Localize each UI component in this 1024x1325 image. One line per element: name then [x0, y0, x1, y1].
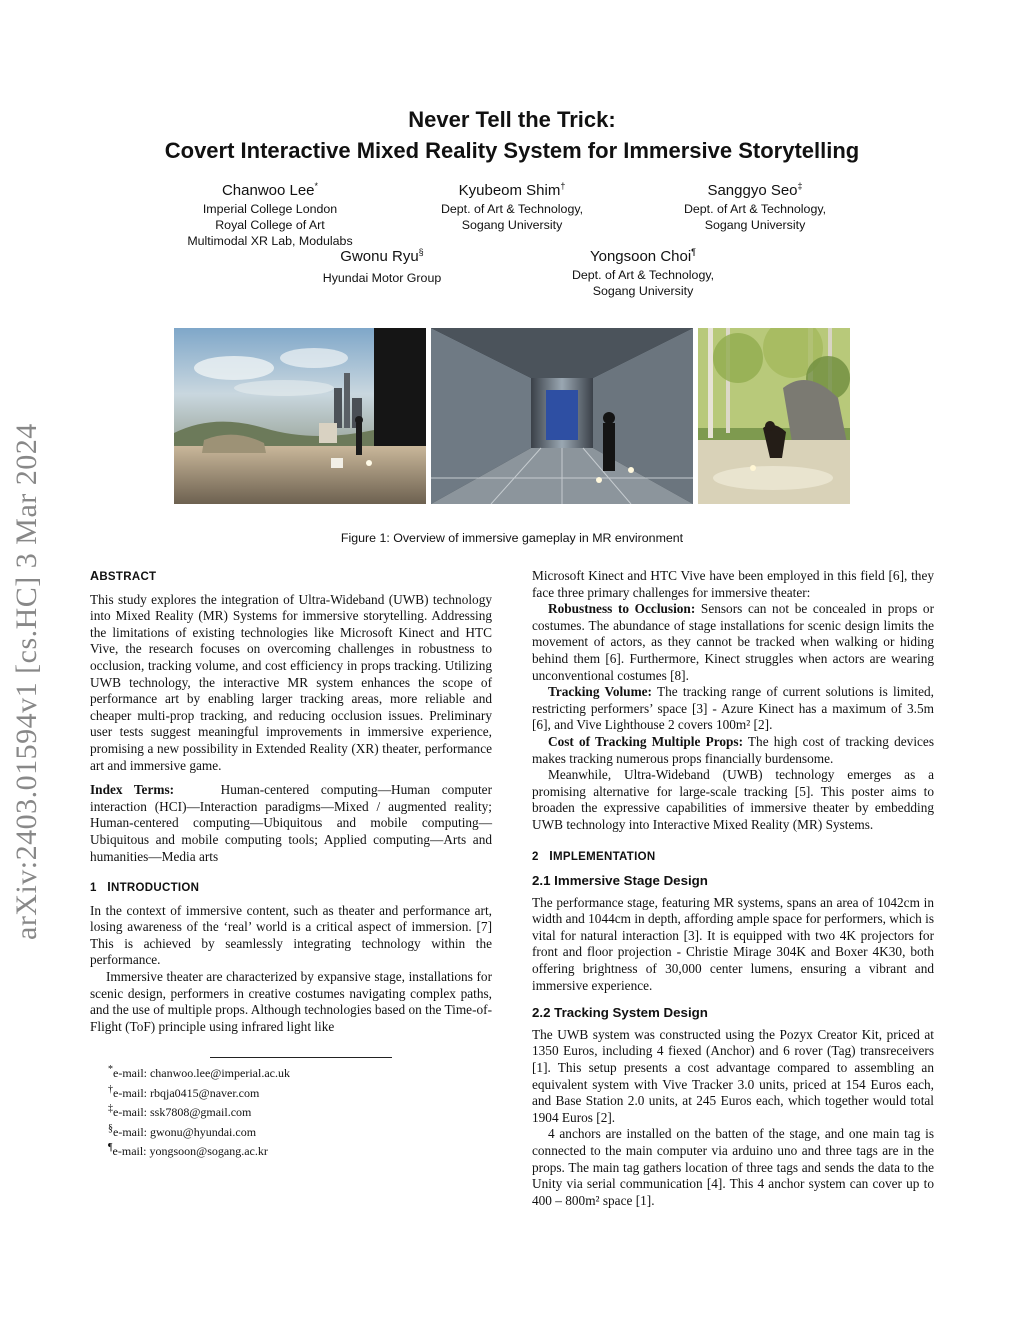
footnote	[108, 1062, 488, 1082]
footnote-mark: *	[108, 1064, 113, 1075]
section-2-2-paragraph-1: The UWB system was constructed using the Pozyx Creator Kit, priced at 1350 Euros, including 4 fiexed (Anchor) and 6 rover (Tag) transreceivers [1]. This setup presents a cost advantage compared to assembling an equivalent system with Vive Tracker 3.0 units, priced at 154 Euros each, and Base Station 2.0 units, at 245 Euros each, which together would total 1904 Euros [2].	[532, 1026, 934, 1125]
title-line-1: Never Tell the Trick:	[408, 107, 616, 132]
author-affiliation: Sogang University	[592, 284, 694, 298]
author-affiliation: Dept. of Art & Technology,	[571, 268, 715, 282]
author-affiliation: Dept. of Art & Technology,	[440, 202, 584, 216]
intro-heading	[90, 879, 492, 897]
footnote-mark: §	[108, 1122, 113, 1134]
author-block-2	[412, 176, 612, 233]
arxiv-stamp: arXiv:2403.01594v1 [cs.HC] 3 Mar 2024	[10, 423, 43, 940]
footnotes	[108, 1062, 488, 1160]
author-affiliation: Imperial College London	[202, 202, 338, 216]
intro-heading-initial: I	[107, 880, 111, 895]
abstract-heading-rest: BSTRACT	[99, 571, 157, 583]
footnote-text: e-mail: chanwoo.lee@imperial.ac.uk	[113, 1066, 290, 1080]
abstract-text: This study explores the integration of Ultra-Wideband (UWB) technology into Mixed Reality (MR) Systems for immersive storytelling. Addressing the limitations of existing technologies like Microsoft Kinect and HTC Vive, the research focuses on overcoming challenges in robustness to occlusion, tracking volume, and cost efficiency in props tracking. Utilizing UWB technology, the interactive MR system enhances the scope of performance art by enabling larger tracking areas, more reliable and cheaper multi-prop tracking, and reducing occlusion issues. Preliminary user tests suggest meaningful improvements in immersive experience, promising a new possibility in Extended Reality (XR) theater, performance art and immersive game.	[90, 591, 492, 773]
author-block-4	[283, 242, 481, 286]
author-block-3	[655, 176, 855, 233]
intro-number: 1	[90, 882, 97, 895]
footnote-text: e-mail: rbqja0415@naver.com	[113, 1085, 260, 1100]
author-name: Sanggyo Seo	[707, 182, 798, 199]
impl-heading-rest: MPLEMENTATION	[552, 850, 656, 863]
author-affiliation: Sogang University	[461, 218, 563, 232]
intro-paragraph-2: Immersive theater are characterized by expansive stage, installations for scenic design, performers in creative costumes navigating complex paths, and the use of multiple props. Although technologies based on the Time-of-Flight (ToF) principle using infrared light like	[90, 969, 492, 1034]
figure-panel-forest	[698, 328, 850, 504]
footnote-text: e-mail: gwonu@hyundai.com	[113, 1124, 257, 1139]
author-mark: *	[314, 181, 319, 191]
author-mark: ‡	[797, 181, 803, 191]
forest-scene-image	[698, 328, 850, 504]
author-name: Gwonu Ryu	[340, 248, 419, 265]
section-2-1-text: The performance stage, featuring MR systems, spans an area of 1042cm in width and 1044cm in depth, affording ample space for performers, which is vital for natural interaction [3]. It is equipped with two 4K projectors for front and floor projection - Christie Mirage 304K and Boxer 4K30, both offering brightness of 30,000 center lumens, ensuring a vibrant and immersive experience.	[532, 894, 934, 993]
author-affiliation: Royal College of Art	[215, 218, 325, 232]
footnote	[108, 1140, 488, 1160]
impl-number: 2	[532, 850, 539, 863]
implementation-heading	[532, 848, 934, 866]
author-block-5	[543, 242, 743, 299]
left-column	[90, 568, 492, 1035]
figure-panel-corridor	[431, 328, 693, 504]
cost-paragraph	[532, 734, 934, 767]
volume-text: The tracking range of current solutions is limited, restricting performers’ space [3] - Azure Kinect has a maximum of 3.5m [6], and Vive Lighthouse 2 covers 100m² [2].	[532, 684, 934, 733]
challenges-intro: Microsoft Kinect and HTC Vive have been employed in this field [6], they face three primary challenges for immersive theater:	[532, 568, 934, 600]
section-2-2-heading: 2.2 Tracking System Design	[532, 1005, 708, 1021]
occlusion-paragraph	[532, 601, 934, 684]
occlusion-label: Robustness to Occlusion:	[548, 601, 696, 617]
author-affiliation: Multimodal XR Lab, Modulabs	[187, 234, 353, 248]
uwb-paragraph: Meanwhile, Ultra-Wideband (UWB) technology emerges as a promising alternative for large-scale tracking [5]. This poster aims to broaden the expressive capabilities of immersive theater by embedding UWB technology into Interactive Mixed Reality (MR) Systems.	[532, 767, 934, 832]
figure-caption: Figure 1: Overview of immersive gameplay in MR environment	[340, 531, 684, 545]
volume-paragraph	[532, 684, 934, 734]
author-name: Yongsoon Choi	[589, 248, 692, 265]
figure-panel-stage	[174, 328, 426, 504]
stage-scene-image	[174, 328, 426, 504]
author-block-1	[165, 176, 375, 249]
author-affiliation: Sogang University	[704, 218, 806, 232]
author-name: Kyubeom Shim	[458, 182, 561, 199]
cost-label: Cost of Tracking Multiple Props:	[548, 733, 743, 749]
impl-heading-initial: I	[549, 848, 553, 863]
author-name: Chanwoo Lee	[221, 182, 315, 199]
author-mark: §	[418, 247, 424, 257]
footnote-text: e-mail: yongsoon@sogang.ac.kr	[112, 1144, 268, 1158]
footnote-mark: ¶	[108, 1142, 113, 1153]
author-mark: †	[560, 181, 566, 191]
volume-label: Tracking Volume:	[548, 684, 652, 700]
index-terms	[90, 782, 492, 865]
figure-1	[174, 328, 850, 504]
footnote	[108, 1121, 488, 1141]
paper-title	[0, 104, 1024, 166]
author-affiliation: Hyundai Motor Group	[322, 271, 442, 285]
abstract-heading	[90, 568, 492, 586]
author-mark: ¶	[691, 247, 697, 257]
index-terms-label: Index Terms:	[90, 782, 175, 798]
title-line-2: Covert Interactive Mixed Reality System for Immersive Storytelling	[164, 138, 860, 163]
footnote	[108, 1101, 488, 1121]
footnote-mark: †	[108, 1083, 113, 1095]
footnote	[108, 1082, 488, 1102]
occlusion-text: Sensors can not be concealed in props or costumes. The abundance of stage installations for scenic design limits the movement of actors, as they cannot be tracked when walking or hiding behind them [6]. Furthermore, Kinect struggles when actors are wearing unconventional costumes [8].	[532, 601, 935, 683]
abstract-heading-initial: A	[90, 569, 100, 583]
cost-text: The high cost of tracking devices makes tracking numerous props financially burdensome.	[532, 733, 934, 766]
section-2-1-heading: 2.1 Immersive Stage Design	[532, 873, 708, 889]
footnote-rule	[210, 1057, 392, 1058]
author-affiliation: Dept. of Art & Technology,	[683, 202, 827, 216]
intro-paragraph-1: In the context of immersive content, such as theater and performance art, losing awareness of the ‘real’ world is a critical aspect of immersion. [7] This is achieved by seamlessly integrating technology within the performance.	[90, 902, 492, 968]
right-column	[532, 568, 934, 1209]
footnote-text: e-mail: ssk7808@gmail.com	[113, 1105, 252, 1119]
section-2-2-paragraph-2: 4 anchors are installed on the batten of the stage, and one main tag is connected to the main computer via arduino uno and three tags are in the props. The main tag gathers location of three tags and sends the data to the Unity via serial communication [4]. This 4 anchor system can cover up to 400 – 800m² space [1].	[532, 1126, 934, 1208]
corridor-scene-image	[431, 328, 693, 504]
index-terms-text: Human-centered computing—Human computer interaction (HCI)—Interaction paradigms—Mixed / augmented reality; Human-centered computing—Ubiquitous and mobile computing—Ubiquitous and mobile computing tools; Applied computing—Arts and humanities—Media arts	[90, 782, 492, 864]
footnote-mark: ‡	[108, 1103, 113, 1114]
intro-heading-rest: NTRODUCTION	[110, 882, 200, 895]
